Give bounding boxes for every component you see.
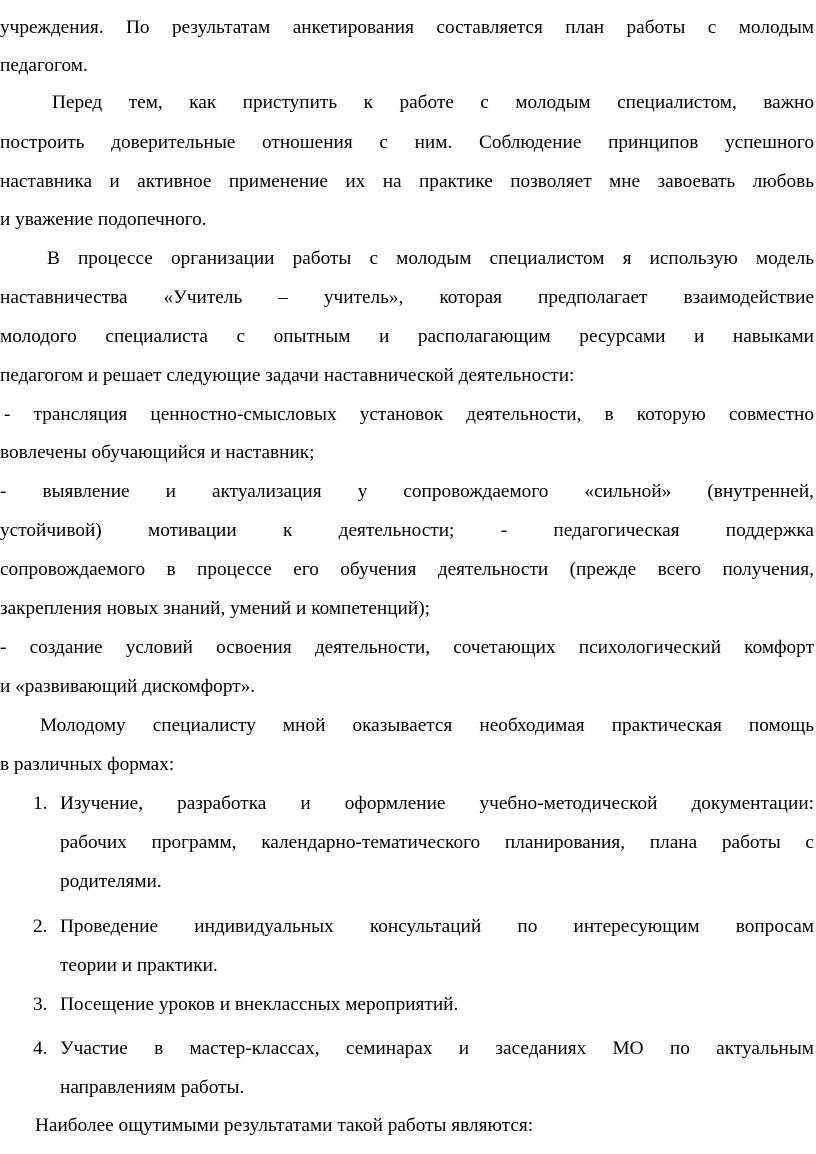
task-line: - создание условий освоения деятельности, сочетающих психологический комфорт [0, 637, 814, 658]
paragraph-line: наставника и активное применение их на практике позволяет мне завоевать любовь [0, 171, 814, 192]
paragraph-line: учреждения. По результатам анкетирования составляется план работы с молодым [0, 17, 814, 38]
list-item-line: родителями. [60, 871, 162, 892]
list-number: 4. [33, 1038, 48, 1059]
task-line: - выявление и актуализация у сопровождаемого «сильной» (внутренней, [0, 481, 814, 502]
list-item-line: Изучение, разработка и оформление учебно-методической документации: [60, 793, 814, 814]
task-line: и «развивающий дискомфорт». [0, 676, 256, 697]
paragraph-line: наставничества «Учитель – учитель», которая предполагает взаимодействие [0, 287, 814, 308]
task-line: закрепления новых знаний, умений и компетенций); [0, 598, 430, 619]
list-item-line: рабочих программ, календарно-тематического планирования, плана работы с [60, 832, 814, 853]
paragraph-line: педагогом. [0, 55, 88, 76]
list-number: 1. [33, 793, 48, 814]
list-number: 3. [33, 994, 48, 1015]
task-line: устойчивой) мотивации к деятельности; - педагогическая поддержка [0, 520, 814, 541]
list-item-line: Проведение индивидуальных консультаций по интересующим вопросам [60, 916, 814, 937]
task-line: - трансляция ценностно-смысловых установок деятельности, в которую совместно [4, 404, 814, 425]
paragraph-line: Молодому специалисту мной оказывается необходимая практическая помощь [40, 715, 814, 736]
paragraph-line: В процессе организации работы с молодым специалистом я использую модель [47, 248, 814, 269]
paragraph-line: молодого специалиста с опытным и располагающим ресурсами и навыками [0, 326, 814, 347]
paragraph-line: Наиболее ощутимыми результатами такой работы являются: [35, 1115, 534, 1136]
task-line: вовлечены обучающийся и наставник; [0, 442, 315, 463]
list-item-line: Посещение уроков и внеклассных мероприятий. [60, 994, 459, 1015]
list-item-line: направлениям работы. [60, 1077, 245, 1098]
list-number: 2. [33, 916, 48, 937]
list-item-line: теории и практики. [60, 955, 218, 976]
task-line: сопровождаемого в процессе его обучения деятельности (прежде всего получения, [0, 559, 814, 580]
paragraph-line: построить доверительные отношения с ним. Соблюдение принципов успешного [0, 132, 814, 153]
list-item-line: Участие в мастер-классах, семинарах и заседаниях МО по актуальным [60, 1038, 814, 1059]
paragraph-line: Перед тем, как приступить к работе с молодым специалистом, важно [52, 92, 814, 113]
paragraph-line: педагогом и решает следующие задачи наставнической деятельности: [0, 365, 575, 386]
paragraph-line: и уважение подопечного. [0, 209, 207, 230]
paragraph-line: в различных формах: [0, 754, 175, 775]
